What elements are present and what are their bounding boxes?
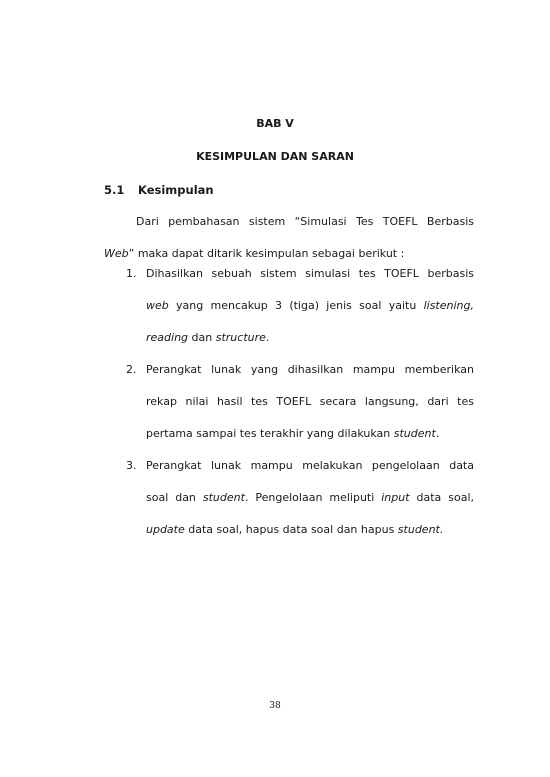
italic-reading: reading [146,331,189,344]
list-item-number: 1. [126,267,137,280]
list-item-number: 2. [126,363,137,376]
item-2-line-2: rekap nilai hasil tes TOEFL secara langsung, dari tes [146,395,474,408]
text-run: yang mencakup 3 (tiga) jenis soal yaitu [168,299,424,312]
italic-student: student. [397,523,444,536]
italic-web: web [146,299,169,312]
section-heading [104,183,214,197]
item-3-line-3 [146,514,474,546]
item-1-line-3 [146,322,474,354]
item-3-line-1: Perangkat lunak mampu melakukan pengelolaan data [146,459,474,472]
text-run: . [265,331,270,344]
list-item [126,354,474,450]
item-2-line-3 [146,418,474,450]
list-item [126,450,474,546]
text-run: . [435,427,440,440]
italic-student: student [202,491,245,504]
chapter-label: BAB V [256,117,294,130]
italic-student: student [393,427,436,440]
conclusion-list [126,258,474,546]
list-item-number: 3. [126,459,137,472]
chapter-title: KESIMPULAN DAN SARAN [196,150,354,163]
page-number: 38 [269,701,281,711]
intro-web-italic: Web [104,247,129,260]
item-1-line-2 [146,290,474,322]
item-2-line-1: Perangkat lunak yang dihasilkan mampu memberikan [146,363,474,376]
text-run: soal dan [146,491,203,504]
section-number: 5.1 [104,183,125,197]
list-item [126,258,474,354]
italic-update: update [146,523,185,536]
italic-structure: structure [215,331,266,344]
text-run: data soal, hapus data soal dan hapus [184,523,398,536]
item-3-line-2 [146,482,474,514]
italic-input: input [381,491,410,504]
text-run: . Pengelolaan meliputi [244,491,382,504]
text-run: pertama sampai tes terakhir yang dilakukan [146,427,394,440]
intro-line-1: Dari pembahasan sistem “Simulasi Tes TOEFL Berbasis [136,215,474,228]
text-run: dan [188,331,216,344]
item-1-line-1: Dihasilkan sebuah sistem simulasi tes TOEFL berbasis [146,267,474,280]
italic-listening: listening, [423,299,474,312]
intro-line-2-rest: ” maka dapat ditarik kesimpulan sebagai berikut : [128,247,405,260]
section-title: Kesimpulan [138,183,214,197]
text-run: data soal, [409,491,474,504]
